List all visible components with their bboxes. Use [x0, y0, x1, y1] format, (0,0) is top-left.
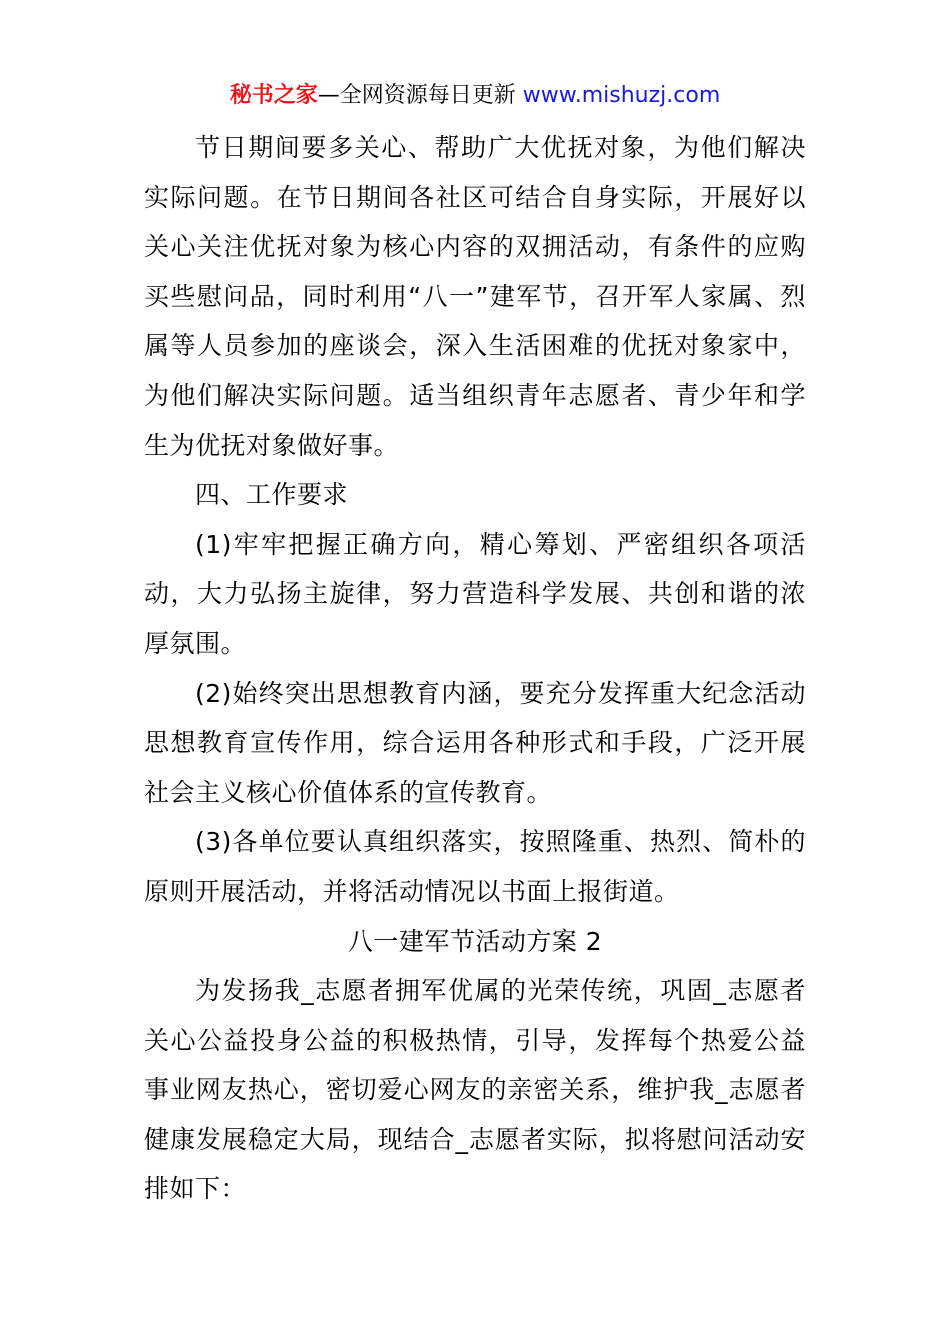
brand-name: 秘书之家	[229, 83, 318, 108]
site-header	[0, 80, 950, 112]
section-heading: 四、工作要求	[195, 480, 349, 510]
body-paragraph: 为发扬我_志愿者拥军优属的光荣传统，巩固_志愿者关心公益投身公益的积极热情，引导，发挥每个热爱公益事业网友热心，密切爱心网友的亲密关系，维护我_志愿者健康发展稳定大局，现结合_志愿者实际，拟将慰问活动安排如下：	[144, 976, 806, 1204]
body-paragraph: (3)各单位要认真组织落实，按照隆重、热烈、简朴的原则开展活动，并将活动情况以书面上报街道。	[144, 827, 806, 906]
header-tagline: —全网资源每日更新	[317, 83, 523, 108]
document-title: 八一建军节活动方案 2	[347, 926, 603, 956]
body-paragraph: 节日期间要多关心、帮助广大优抚对象，为他们解决实际问题。在节日期间各社区可结合自身实际，开展好以关心关注优抚对象为核心内容的双拥活动，有条件的应购买些慰问品，同时利用“八一”建军节，召开军人家属、烈属等人员参加的座谈会，深入生活困难的优抚对象家中，为他们解决实际问题。适当组织青年志愿者、青少年和学生为优抚对象做好事。	[144, 133, 806, 460]
body-paragraph: (1)牢牢把握正确方向，精心筹划、严密组织各项活动，大力弘扬主旋律，努力营造科学发展、共创和谐的浓厚氛围。	[144, 529, 806, 658]
site-url-link[interactable]: www.mishuzj.com	[522, 83, 721, 108]
document-body	[144, 123, 806, 1214]
body-paragraph: (2)始终突出思想教育内涵，要充分发挥重大纪念活动思想教育宣传作用，综合运用各种形式和手段，广泛开展社会主义核心价值体系的宣传教育。	[144, 678, 806, 807]
